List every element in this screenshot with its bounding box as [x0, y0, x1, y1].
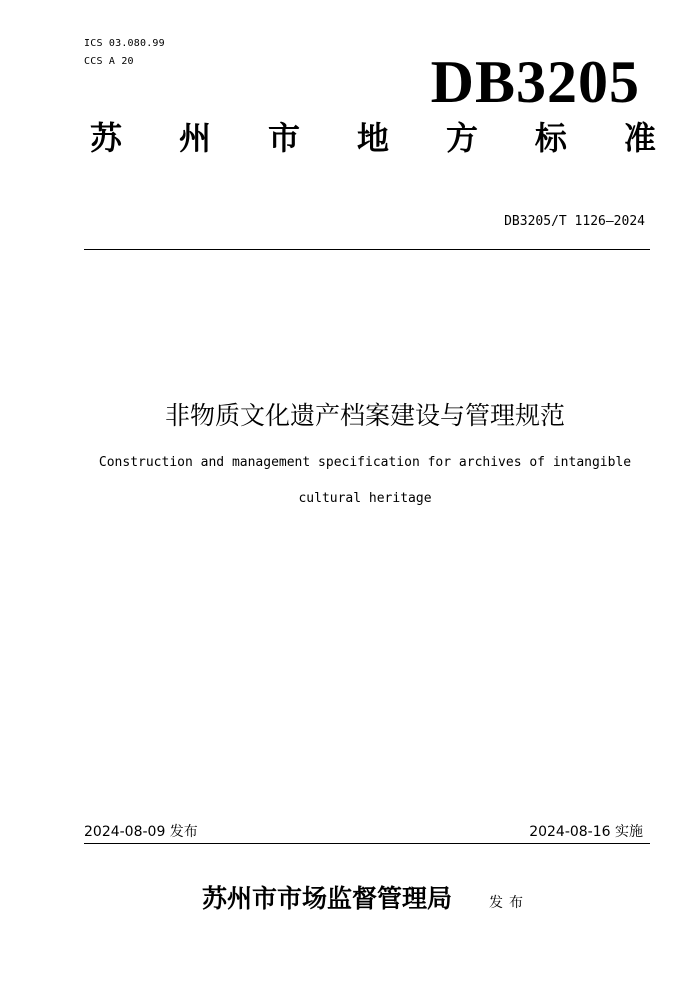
title-char: 标 — [534, 119, 567, 157]
title-char: 方 — [445, 119, 478, 157]
ics-code: ICS 03.080.99 — [84, 38, 165, 49]
standard-code: DB3205 — [430, 49, 640, 115]
issue-label: 发布 — [489, 895, 529, 911]
title-char: 州 — [178, 119, 211, 157]
implementation-date: 2024-08-16 实施 — [529, 824, 643, 840]
title-char: 地 — [356, 119, 389, 157]
title-char: 市 — [267, 119, 300, 157]
standard-number: DB3205/T 1126—2024 — [504, 214, 645, 229]
document-title-en-line1: Construction and management specification for archives of intangible — [98, 455, 632, 470]
bottom-divider — [84, 843, 650, 844]
issue-date: 2024-08-09 发布 — [84, 824, 198, 840]
standard-type-title — [90, 116, 656, 160]
document-title-zh: 非物质文化遗产档案建设与管理规范 — [164, 401, 565, 430]
ccs-code: CCS A 20 — [84, 56, 134, 67]
issuing-authority: 苏州市市场监督管理局 — [202, 884, 453, 913]
title-char: 准 — [623, 119, 656, 157]
title-char: 苏 — [90, 119, 123, 157]
document-title-en-line2: cultural heritage — [298, 491, 432, 506]
top-divider — [84, 249, 650, 250]
